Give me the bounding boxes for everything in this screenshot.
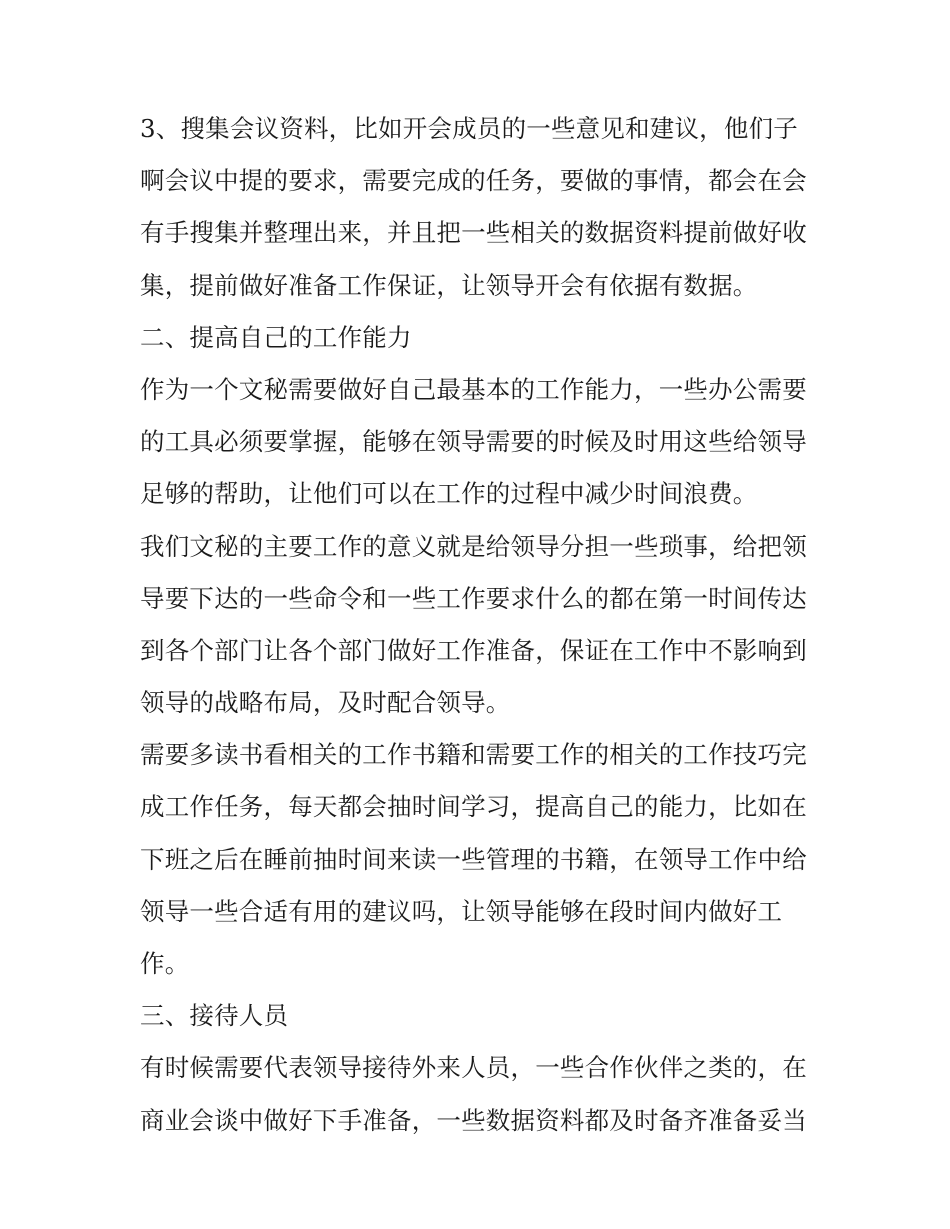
text-line: 导要下达的一些命令和一些工作要求什么的都在第一时间传达 <box>140 583 807 613</box>
text-line: 成工作任务，每天都会抽时间学习，提高自己的能力，比如在 <box>140 792 807 822</box>
text-line: 作。 <box>140 949 190 978</box>
text-line: 需要多读书看相关的工作书籍和需要工作的相关的工作技巧完 <box>140 740 807 770</box>
text-line: 领导一些合适有用的建议吗，让领导能够在段时间内做好工 <box>140 896 783 926</box>
section-heading: 三、接待人员 <box>140 1001 289 1031</box>
text-line: 有手搜集并整理出来，并且把一些相关的数据资料提前做好收 <box>140 218 807 248</box>
text-line: 3、搜集会议资料，比如开会成员的一些意见和建议，他们子 <box>140 114 798 143</box>
text-line: 的工具必须要掌握，能够在领导需要的时候及时用这些给领导 <box>140 427 807 457</box>
text-line: 领导的战略布局，及时配合领导。 <box>140 688 511 718</box>
text-line: 有时候需要代表领导接待外来人员，一些合作伙伴之类的，在 <box>140 1053 807 1083</box>
text-line: 足够的帮助，让他们可以在工作的过程中减少时间浪费。 <box>140 479 758 509</box>
text-line: 作为一个文秘需要做好自己最基本的工作能力，一些办公需要 <box>140 374 807 404</box>
text-line: 我们文秘的主要工作的意义就是给领导分担一些琐事，给把领 <box>140 531 807 561</box>
text-line: 集，提前做好准备工作保证，让领导开会有依据有数据。 <box>140 270 758 300</box>
document-body <box>140 103 820 1147</box>
section-heading: 二、提高自己的工作能力 <box>140 322 412 352</box>
text-line: 啊会议中提的要求，需要完成的任务，要做的事情，都会在会 <box>140 166 807 196</box>
text-line: 商业会谈中做好下手准备，一些数据资料都及时备齐准备妥当 <box>140 1105 807 1135</box>
text-line: 下班之后在睡前抽时间来读一些管理的书籍，在领导工作中给 <box>140 844 807 874</box>
text-line: 到各个部门让各个部门做好工作准备，保证在工作中不影响到 <box>140 635 807 665</box>
